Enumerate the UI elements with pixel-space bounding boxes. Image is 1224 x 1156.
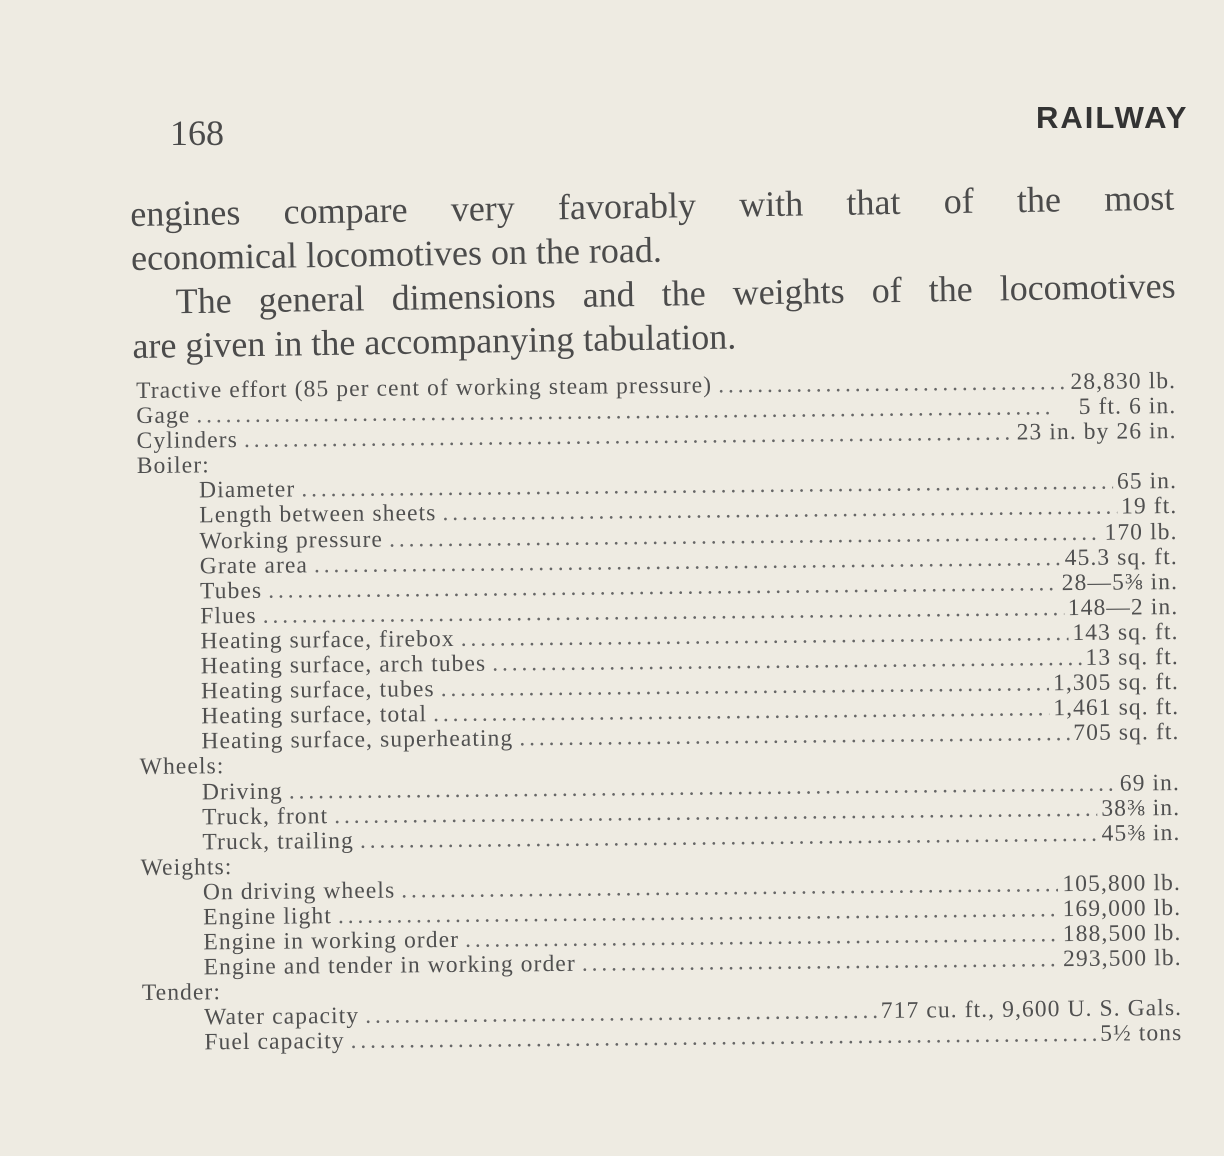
spec-label: Cylinders [136, 427, 239, 455]
spec-label: Truck, trailing [202, 827, 354, 856]
spec-value: 717 cu. ft., 9,600 U. S. Gals. [880, 995, 1183, 1025]
spec-table [136, 368, 1182, 1055]
spec-value: 170 lb. [1104, 518, 1178, 546]
spec-label: Engine and tender in working order [203, 950, 576, 981]
spec-value: 19 ft. [1120, 493, 1178, 521]
spec-label: Truck, front [202, 802, 329, 830]
body-text [130, 176, 1177, 368]
spec-value: 28—5⅜ in. [1061, 568, 1179, 596]
spec-label: Driving [201, 778, 283, 805]
section-heading-tender: Tender: [141, 979, 222, 1007]
spec-label: Length between sheets [199, 500, 437, 529]
spec-value: 143 sq. ft. [1072, 618, 1179, 646]
spec-label: Working pressure [199, 526, 384, 554]
section-heading-weights: Weights: [140, 853, 233, 881]
spec-value: 65 in. [1116, 468, 1178, 495]
dot-leader [582, 946, 1060, 978]
spec-label: Heating surface, firebox [200, 625, 455, 655]
page-number: 168 [170, 113, 224, 153]
spec-label: On driving wheels [202, 877, 396, 906]
spec-value: 148—2 in. [1067, 593, 1179, 621]
spec-value: 188,500 lb. [1062, 920, 1182, 948]
spec-label: Grate area [199, 552, 309, 580]
dot-leader [519, 720, 1069, 752]
spec-label: Flues [200, 602, 257, 630]
spec-label: Water capacity [204, 1003, 360, 1031]
spec-value: 169,000 lb. [1062, 894, 1182, 923]
dot-leader [350, 1021, 1096, 1055]
paragraph-2-line-1: The general dimensions and the weights of the locomotives [175, 265, 1176, 322]
spec-label: Tractive effort (85 per cent of working steam pressure) [136, 372, 713, 404]
boiler-section [137, 468, 1180, 754]
spec-value: 69 in. [1119, 769, 1181, 797]
spec-value: 38⅜ in. [1101, 794, 1181, 822]
spec-value: 293,500 lb. [1062, 945, 1182, 973]
spec-label: Gage [136, 402, 191, 430]
spec-value: 13 sq. ft. [1085, 644, 1179, 671]
spec-label: Engine in working order [203, 926, 460, 956]
spec-label: Fuel capacity [204, 1028, 345, 1056]
spec-label: Diameter [198, 476, 296, 504]
section-heading-wheels: Wheels: [139, 753, 225, 781]
paragraph-1-line-2: economical locomotives on the road. [130, 229, 663, 278]
spec-label: Heating surface, total [201, 701, 428, 730]
spec-value: 28,830 lb. [1070, 368, 1177, 396]
tender-section [142, 995, 1182, 1055]
spec-value: 105,800 lb. [1062, 869, 1182, 898]
spec-value: 1,461 sq. ft. [1053, 694, 1180, 722]
spec-value: 23 in. by 26 in. [1016, 418, 1177, 446]
spec-label: Tubes [199, 577, 263, 605]
wheels-section [140, 769, 1181, 854]
paragraph-2-line-2: are given in the accompanying tabulation. [132, 316, 737, 366]
spec-value: 45.3 sq. ft. [1064, 543, 1178, 571]
spec-value: 5 ft. 6 in. [1078, 393, 1177, 421]
spec-value: 1,305 sq. ft. [1052, 669, 1180, 697]
weights-section [141, 870, 1182, 980]
spec-value: 45⅜ in. [1101, 819, 1181, 847]
spec-label: Heating surface, superheating [201, 725, 514, 755]
paragraph-1-line-1: engines compare very favorably with that of the most [130, 177, 1175, 234]
running-head: RAILWAY [1036, 100, 1189, 135]
spec-label: Engine light [203, 903, 333, 931]
spec-label: Heating surface, arch tubes [200, 650, 487, 680]
spec-value: 5½ tons [1100, 1020, 1183, 1048]
spec-label: Heating surface, tubes [200, 676, 435, 705]
spec-value: 705 sq. ft. [1073, 719, 1180, 747]
section-heading-boiler: Boiler: [136, 452, 210, 480]
